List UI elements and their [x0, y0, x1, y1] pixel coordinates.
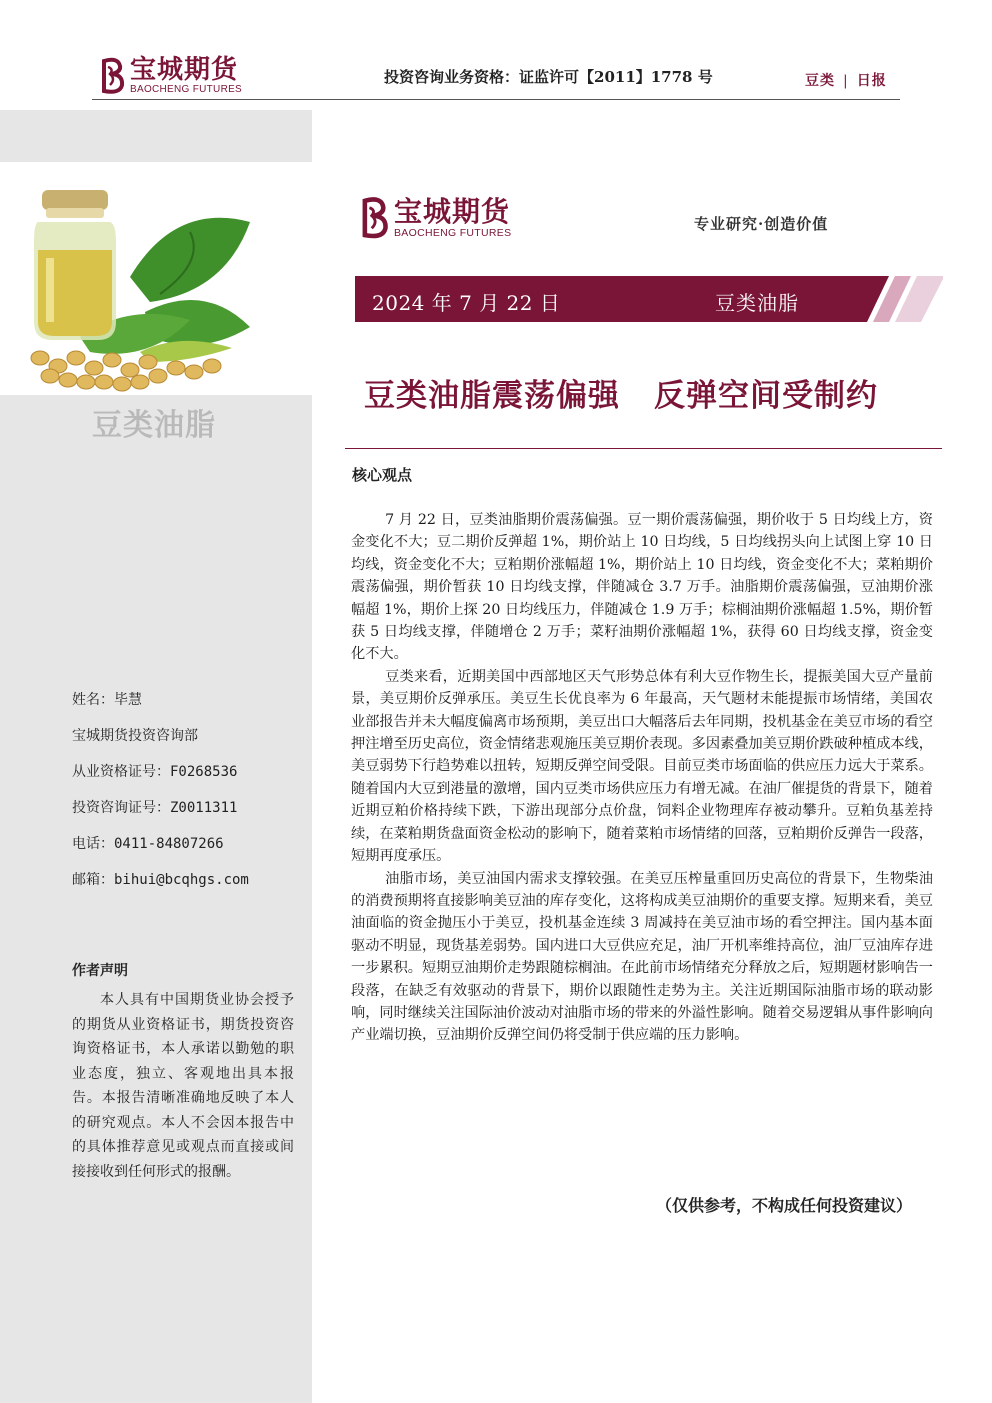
logo-en-text: BAOCHENG FUTURES: [130, 84, 243, 95]
license-text: 投资咨询业务资格：证监许可【2011】1778 号: [384, 68, 713, 86]
report-title: [364, 370, 878, 415]
report-title-part2: 反弹空间受制约: [654, 378, 878, 413]
author-department: 宝城期货投资咨询部: [72, 728, 198, 744]
report-body: [351, 509, 933, 1047]
report-type-label: 日报: [856, 73, 887, 89]
author-consult-cert: 投资咨询证号：Z0011311: [72, 800, 238, 816]
main-logo-en: BAOCHENG FUTURES: [394, 227, 512, 239]
author-name: 姓名：毕慧: [72, 692, 142, 708]
title-divider: [345, 448, 942, 449]
author-phone: 电话：0411-84807266: [72, 836, 224, 852]
body-paragraph-1: 7 月 22 日，豆类油脂期价震荡偏强。豆一期价震荡偏强，期价收于 5 日均线上方，资金变化不大；豆二期价反弹超 1%，期价站上 10 日均线，5 日均线拐头向上试图上穿 10 日均线，资金变化不大；豆粕期价涨幅超 1%，期价站上 10 日均线，资金变化不大；菜粕期价震荡偏强，期价暂获 10 日均线支撑，伴随减仓 3.7 万手。油脂期价震荡偏强，豆油期价涨幅超 1%，期价上探 20 日均线压力，伴随减仓 1.9 万手；棕榈油期价涨幅超 1.5%，期价暂获 5 日均线支撑，伴随增仓 2 万手；菜籽油期价涨幅超 1%，获得 60 日均线支撑，资金变化不大。: [351, 512, 933, 663]
slogan: 专业研究·创造价值: [694, 215, 829, 233]
sidebar-title: 豆类油脂: [92, 409, 216, 442]
logo-cn-text: 宝城期货: [130, 55, 239, 85]
core-view-heading: 核心观点: [352, 466, 413, 484]
page-header: [0, 0, 992, 110]
author-info: [72, 690, 249, 906]
soybean-oil-photo: [0, 162, 312, 395]
category-separator: |: [843, 73, 849, 89]
header-divider: [92, 99, 900, 100]
banner-category: 豆类油脂: [715, 291, 799, 315]
header-logo: [98, 56, 242, 95]
sidebar: [0, 110, 312, 1403]
declaration-text: 本人具有中国期货业协会授予的期货从业资格证书，期货投资咨询资格证书，本人承诺以勤勉的职业态度，独立、客观地出具本报告。本报告清晰准确地反映了本人的研究观点。本人不会因本报告中的具体推荐意见或观点而直接或间接接收到任何形式的报酬。: [72, 992, 294, 1180]
category-tag: [805, 70, 887, 90]
category-label: 豆类: [805, 73, 835, 89]
declaration-title: 作者声明: [72, 963, 128, 979]
date-banner: [355, 276, 943, 322]
report-date: 2024 年 7 月 22 日: [372, 291, 561, 315]
main-logo: [358, 196, 511, 240]
body-paragraph-2: 豆类来看，近期美国中西部地区天气形势总体有利大豆作物生长，提振美国大豆产量前景，美豆期价反弹承压。美豆生长优良率为 6 年最高，天气题材未能提振市场情绪，美国农业部报告并未大幅度偏离市场预期，美豆出口大幅落后去年同期，投机基金在美豆市场的看空押注增至历史高位，资金情绪悲观施压美豆期价表现。多因素叠加美豆期价跌破种植成本线，美豆弱势下行趋势难以扭转，短期反弹空间受限。目前豆类市场面临的供应压力远大于菜系。随着国内大豆到港量的激增，国内豆类市场供应压力有增无减。在油厂催提货的背景下，随着近期豆粕价格持续下跌，下游出现部分点价盘，饲料企业物理库存被动攀升。豆粕负基差持续，在菜粕期货盘面资金松动的影响下，随着菜粕市场情绪的回落，豆粕期价反弹告一段落，短期再度承压。: [351, 668, 933, 865]
report-title-part1: 豆类油脂震荡偏强: [364, 378, 620, 413]
baocheng-logo-icon: [358, 196, 390, 240]
author-qualification: 从业资格证号：F0268536: [72, 764, 238, 780]
main-logo-cn: 宝城期货: [394, 195, 511, 228]
author-email: 邮箱：bihui@bcqhgs.com: [72, 872, 249, 888]
body-paragraph-3: 油脂市场，美豆油国内需求支撑较强。在美豆压榨量重回历史高位的背景下，生物柴油的消费预期将直接影响美豆油的库存变化，这将构成美豆油期价的重要支撑。短期来看，美豆油面临的资金抛压小于美豆，投机基金连续 3 周减持在美豆油市场的看空押注。国内基本面驱动不明显，现货基差弱势。国内进口大豆供应充足，油厂开机率维持高位，油厂豆油库存进一步累积。短期豆油期价走势跟随棕榈油。在此前市场情绪充分释放之后，短期题材影响告一段落，在缺乏有效驱动的背景下，期价以跟随性走势为主。关注近期国际油脂市场的联动影响，同时继续关注国际油价波动对油脂市场的带来的外溢性影响。随着交易逻辑从事件影响向产业端切换，豆油期价反弹空间仍将受制于供应端的压力影响。: [351, 870, 933, 1044]
disclaimer: （仅供参考，不构成任何投资建议）: [656, 1198, 913, 1215]
baocheng-logo-icon: [98, 57, 126, 95]
